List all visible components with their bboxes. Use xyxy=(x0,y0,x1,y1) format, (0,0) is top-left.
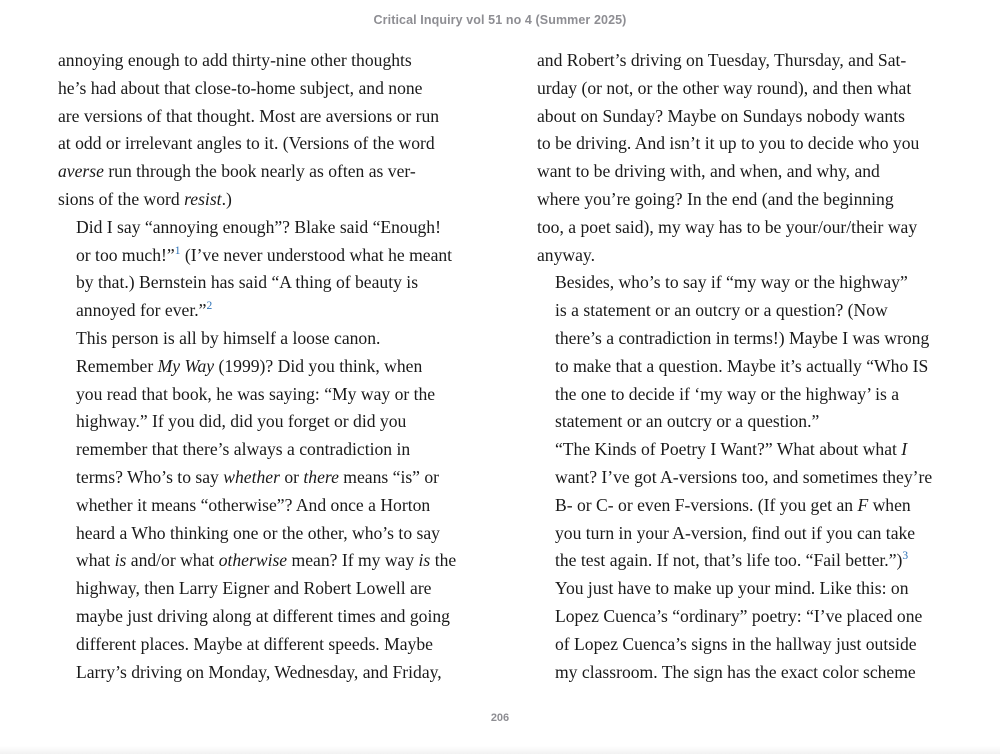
text-line: are versions of that thought. Most are aversions or run xyxy=(58,105,440,126)
text-line: is a statement or an outcry or a question? (Now xyxy=(555,300,888,321)
text-line: where you’re going? In the end (and the beginning xyxy=(537,188,894,209)
text-line xyxy=(58,186,478,214)
text-line: to make that a question. Maybe it’s actually “Who IS xyxy=(555,355,929,376)
text-line: he’s had about that close-to-home subject, and none xyxy=(58,77,423,98)
text-line: anyway. xyxy=(537,244,595,265)
text-line: highway, then Larry Eigner and Robert Lowell are xyxy=(76,578,432,599)
paragraph xyxy=(537,47,957,269)
text-line: urday (or not, or the other way round), and then what xyxy=(537,77,912,98)
text-line: whether it means “otherwise”? And once a Horton xyxy=(76,494,431,515)
italic-word: there xyxy=(303,466,339,487)
text-run: what xyxy=(76,550,115,571)
footnote-ref-1[interactable]: 1 xyxy=(174,244,181,257)
text-run: or xyxy=(279,466,304,487)
text-run: B- or C- or even F-versions. (If you get an xyxy=(555,494,858,515)
text-line: maybe just driving along at different times and going xyxy=(76,605,450,626)
text-line xyxy=(537,547,957,575)
paragraph xyxy=(58,214,478,325)
text-line: too, a poet said), my way has to be your/our/their way xyxy=(537,216,918,237)
italic-word: otherwise xyxy=(218,550,288,571)
text-line: you turn in your A-version, find out if you can take xyxy=(555,522,916,543)
italic-title: My Way xyxy=(157,355,215,376)
text-run: sions of the word xyxy=(58,188,185,209)
text-line: Larry’s driving on Monday, Wednesday, and Friday, xyxy=(76,661,442,682)
paragraph xyxy=(537,436,957,575)
text-line: Lopez Cuenca’s “ordinary” poetry: “I’ve placed one xyxy=(555,605,923,626)
text-line: Did I say “annoying enough”? Blake said “Enough! xyxy=(76,216,441,237)
text-line: you read that book, he was saying: “My way or the xyxy=(76,383,436,404)
text-line: statement or an outcry or a question.” xyxy=(555,411,820,432)
text-line: the one to decide if ‘my way or the highway’ is a xyxy=(555,383,900,404)
text-line xyxy=(58,464,478,492)
text-line: at odd or irrelevant angles to it. (Versions of the word xyxy=(58,133,435,154)
italic-word: I xyxy=(901,439,908,460)
text-run: the test again. If not, that’s life too. “Fail better.”) xyxy=(555,550,903,571)
text-line: Besides, who’s to say if “my way or the highway” xyxy=(555,272,908,293)
text-line: to be driving. And isn’t it up to you to decide who you xyxy=(537,133,920,154)
text-line xyxy=(58,353,478,381)
text-line xyxy=(58,547,478,575)
text-run: (I’ve never understood what he meant xyxy=(180,244,453,265)
text-run: terms? Who’s to say xyxy=(76,466,224,487)
italic-word: averse xyxy=(58,161,104,182)
text-line: want? I’ve got A-versions too, and sometimes they’re xyxy=(555,466,933,487)
text-line: remember that there’s always a contradiction in xyxy=(76,439,411,460)
text-run: mean? If my way xyxy=(287,550,419,571)
text-run: (1999)? Did you think, when xyxy=(214,355,423,376)
text-line: You just have to make up your mind. Like this: on xyxy=(555,578,909,599)
italic-word: is xyxy=(418,550,431,571)
footnote-ref-3[interactable]: 3 xyxy=(902,550,909,563)
page-bottom-edge xyxy=(0,746,1000,754)
paragraph xyxy=(537,575,957,686)
left-column xyxy=(58,47,478,686)
text-run: when xyxy=(868,494,911,515)
right-column xyxy=(537,47,957,686)
text-line: by that.) Bernstein has said “A thing of beauty is xyxy=(76,272,419,293)
paragraph xyxy=(58,47,478,214)
text-run: run through the book nearly as often as ver- xyxy=(103,161,416,182)
text-run: annoyed for ever.” xyxy=(76,300,207,321)
text-line: my classroom. The sign has the exact color scheme xyxy=(555,661,916,682)
running-header: Critical Inquiry vol 51 no 4 (Summer 2025) xyxy=(373,13,627,27)
italic-word: whether xyxy=(223,466,280,487)
paragraph xyxy=(537,269,957,436)
text-line: of Lopez Cuenca’s signs in the hallway just outside xyxy=(555,633,917,654)
italic-word: is xyxy=(114,550,127,571)
text-run: or too much!” xyxy=(76,244,175,265)
text-run: .) xyxy=(221,188,232,209)
text-line: heard a Who thinking one or the other, who’s to say xyxy=(76,522,440,543)
text-line xyxy=(537,436,957,464)
footnote-ref-2[interactable]: 2 xyxy=(206,300,213,313)
page-number: 206 xyxy=(490,712,510,724)
text-run: means “is” or xyxy=(338,466,440,487)
text-line xyxy=(58,242,478,270)
text-line xyxy=(537,492,957,520)
text-run: Remember xyxy=(76,355,158,376)
text-line: and Robert’s driving on Tuesday, Thursday, and Sat- xyxy=(537,50,907,70)
italic-word: F xyxy=(857,494,869,515)
text-run: “The Kinds of Poetry I Want?” What about what xyxy=(555,439,902,460)
text-line xyxy=(58,297,478,325)
text-line: This person is all by himself a loose canon. xyxy=(76,327,381,348)
text-run: the xyxy=(430,550,457,571)
text-line: different places. Maybe at different speeds. Maybe xyxy=(76,633,433,654)
text-line: about on Sunday? Maybe on Sundays nobody wants xyxy=(537,105,905,126)
text-line: highway.” If you did, did you forget or did you xyxy=(76,411,407,432)
paragraph xyxy=(58,325,478,353)
text-run: and/or what xyxy=(126,550,219,571)
text-line: annoying enough to add thirty-nine other thoughts xyxy=(58,50,412,70)
text-line xyxy=(58,158,478,186)
paragraph xyxy=(58,353,478,687)
italic-word: resist xyxy=(184,188,222,209)
text-line: there’s a contradiction in terms!) Maybe I was wrong xyxy=(555,327,930,348)
text-line: want to be driving with, and when, and why, and xyxy=(537,161,880,182)
